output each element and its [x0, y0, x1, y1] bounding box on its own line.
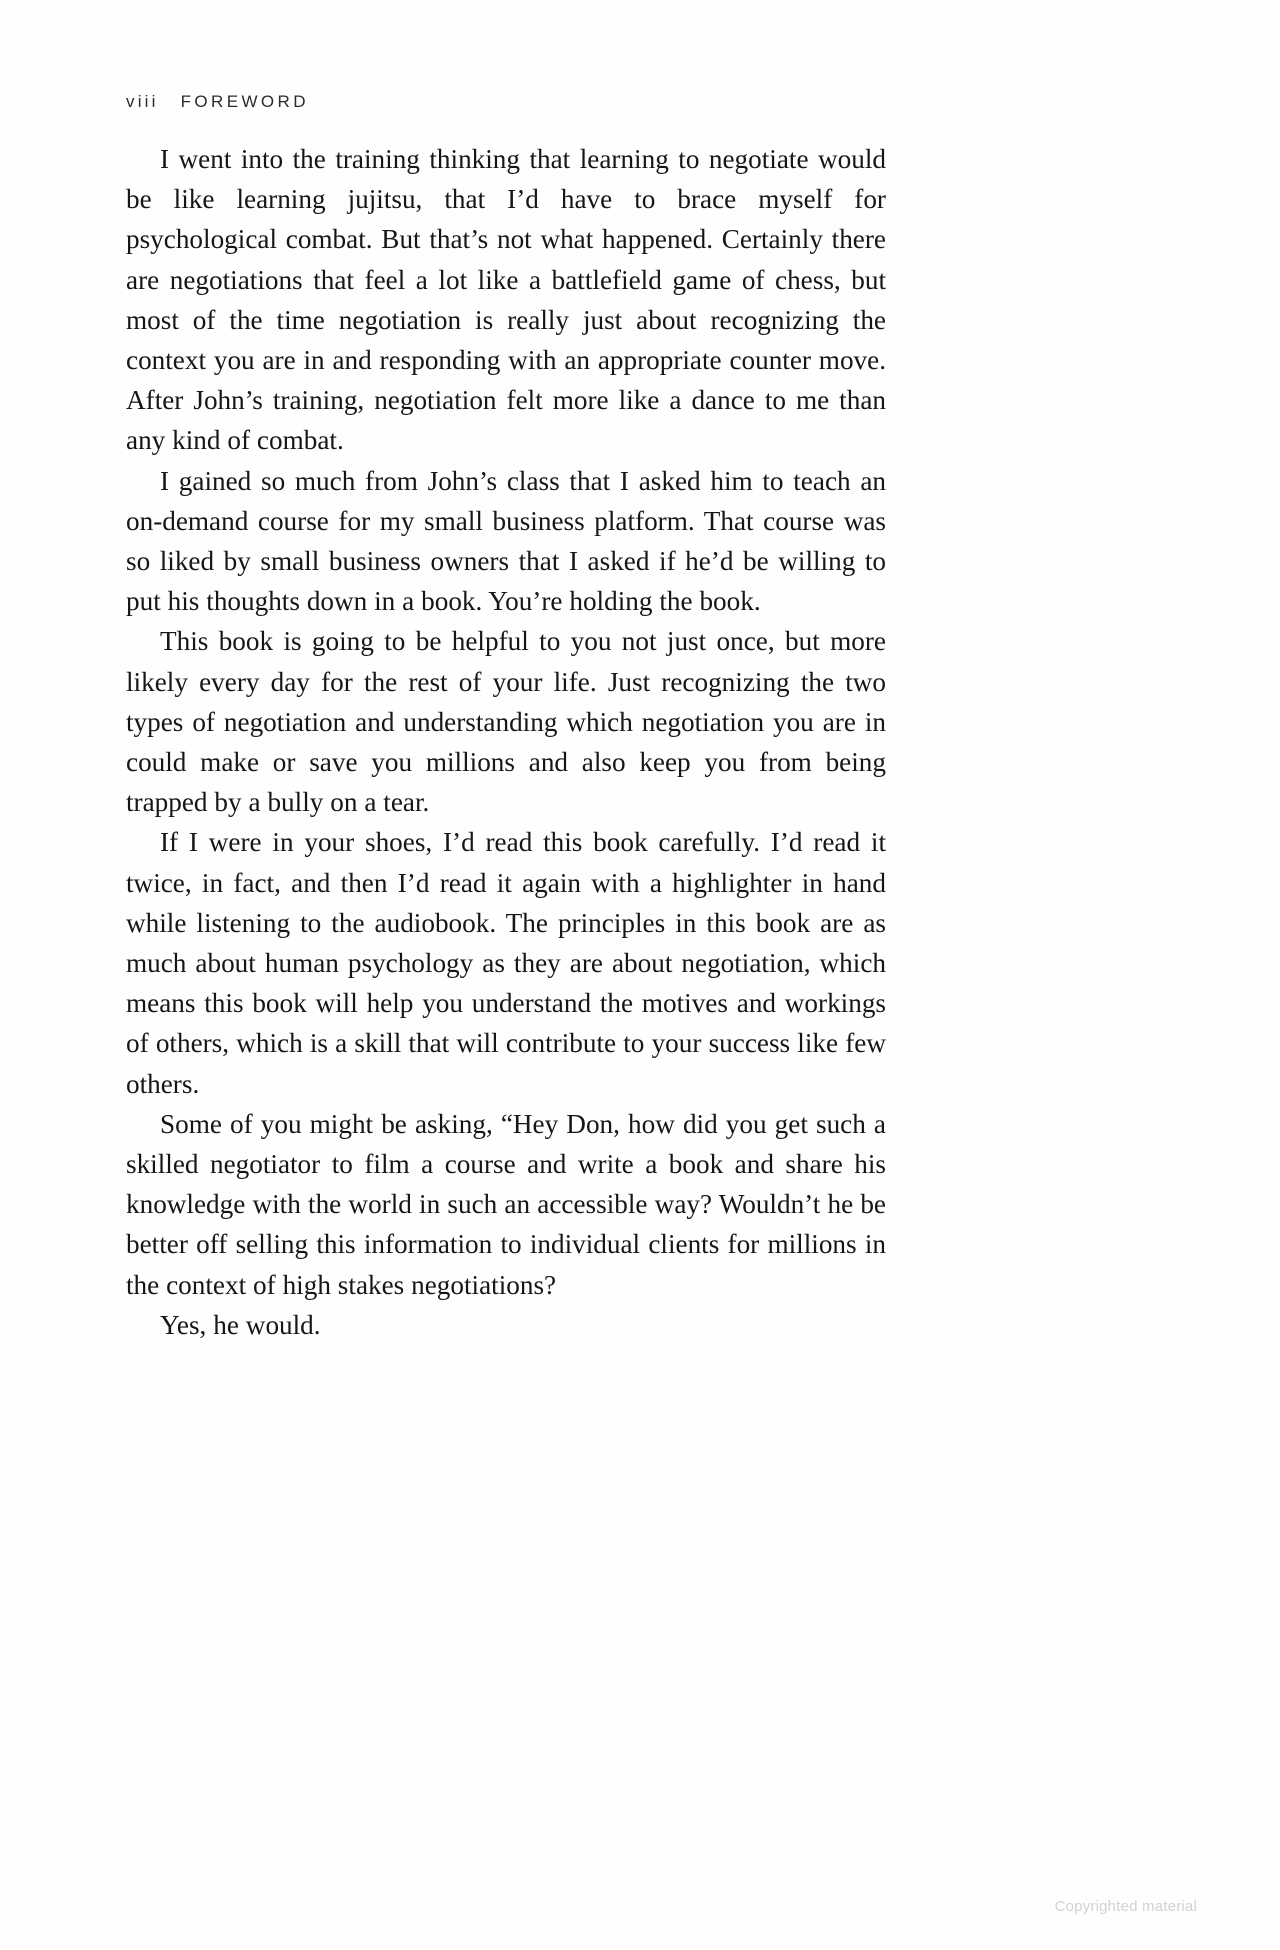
body-text-block [126, 139, 886, 1345]
running-head-title: FOREWORD [180, 92, 309, 111]
page-folio: viii [126, 92, 159, 111]
paragraph-5: Some of you might be asking, “Hey Don, how did you get such a skilled negotiator to film a course and write a book and share his knowledge with the world in such an accessible way? Wouldn’t he be better off selling this information to individual clients for millions in the context of high stakes negotiations? [126, 1108, 886, 1300]
paragraph-6: Yes, he would. [160, 1309, 321, 1340]
copyright-watermark: Copyrighted material [1054, 1898, 1197, 1915]
paragraph-4: If I were in your shoes, I’d read this book carefully. I’d read it twice, in fact, and then I’d read it again with a highlighter in hand while listening to the audiobook. The principles in this book are as much about human psychology as they are about negotiation, which means this book will help you understand the motives and workings of others, which is a skill that will contribute to your success like few others. [126, 827, 886, 1099]
paragraph-2: I gained so much from John’s class that I asked him to teach an on-demand course for my small business platform. That course was so liked by small business owners that I asked if he’d be willing to put his thoughts down in a book. You’re holding the book. [126, 465, 886, 617]
paragraph-3: This book is going to be helpful to you not just once, but more likely every day for the rest of your life. Just recognizing the two types of negotiation and understanding which negotiation you are in could make or save you millions and also keep you from being trapped by a bully on a tear. [126, 626, 886, 818]
running-head [126, 92, 309, 112]
paragraph-1: I went into the training thinking that learning to negotiate would be like learning jujitsu, that I’d have to brace myself for psychological combat. But that’s not what happened. Certainly there are negotiations that feel a lot like a battlefield game of chess, but most of the time negotiation is really just about recognizing the context you are in and responding with an appropriate counter move. After John’s training, negotiation felt more like a dance to me than any kind of combat. [126, 144, 886, 456]
